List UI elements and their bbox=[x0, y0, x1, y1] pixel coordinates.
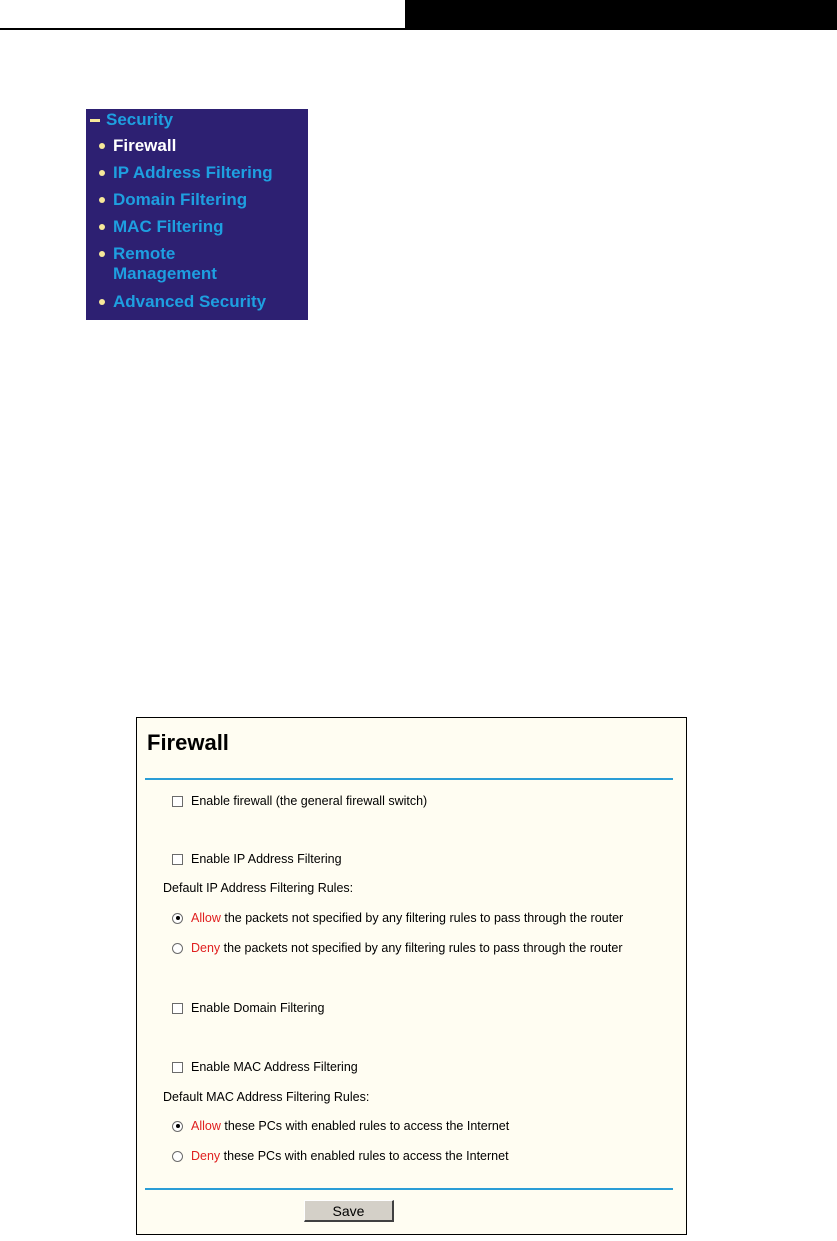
menu-item-remote-management[interactable] bbox=[99, 244, 217, 284]
mac-rules-label-text: Default MAC Address Filtering Rules: bbox=[163, 1090, 370, 1104]
enable-ip-filtering-checkbox[interactable] bbox=[172, 854, 183, 865]
security-menu bbox=[86, 109, 308, 320]
menu-item-advanced-security[interactable] bbox=[99, 292, 266, 312]
top-divider bbox=[145, 778, 673, 780]
enable-domain-filtering-label: Enable Domain Filtering bbox=[191, 1001, 325, 1015]
mac-allow-keyword: Allow bbox=[191, 1119, 221, 1133]
enable-firewall-row bbox=[172, 794, 427, 808]
header-bar bbox=[405, 0, 837, 28]
menu-item-ip-address-filtering[interactable] bbox=[99, 163, 273, 183]
bullet-icon bbox=[99, 143, 105, 149]
menu-item-domain-filtering[interactable] bbox=[99, 190, 247, 210]
enable-mac-filtering-label: Enable MAC Address Filtering bbox=[191, 1060, 358, 1074]
mac-deny-text: these PCs with enabled rules to access the Internet bbox=[220, 1149, 509, 1163]
enable-mac-filtering-row bbox=[172, 1060, 358, 1074]
menu-item-label: IP Address Filtering bbox=[113, 163, 273, 182]
ip-deny-row bbox=[172, 941, 623, 955]
ip-allow-keyword: Allow bbox=[191, 911, 221, 925]
menu-item-label: MAC Filtering bbox=[113, 217, 224, 236]
ip-allow-text: the packets not specified by any filtering rules to pass through the router bbox=[220, 911, 624, 925]
ip-rules-label-text: Default IP Address Filtering Rules: bbox=[163, 881, 354, 895]
bottom-divider bbox=[145, 1188, 673, 1190]
menu-item-label-line2: Management bbox=[113, 264, 217, 283]
menu-item-firewall[interactable] bbox=[99, 136, 176, 156]
bullet-icon bbox=[99, 170, 105, 176]
ip-allow-radio[interactable] bbox=[172, 913, 183, 924]
minus-icon bbox=[90, 119, 100, 122]
page-title: Firewall bbox=[147, 730, 229, 755]
menu-item-label: Domain Filtering bbox=[113, 190, 248, 209]
menu-item-label-line1: Remote bbox=[113, 244, 176, 263]
enable-ip-filtering-label: Enable IP Address Filtering bbox=[191, 852, 342, 866]
enable-mac-filtering-checkbox[interactable] bbox=[172, 1062, 183, 1073]
menu-header-security[interactable] bbox=[90, 110, 173, 130]
enable-firewall-checkbox[interactable] bbox=[172, 796, 183, 807]
ip-deny-radio[interactable] bbox=[172, 943, 183, 954]
mac-allow-row bbox=[172, 1119, 509, 1133]
enable-domain-filtering-row bbox=[172, 1001, 324, 1015]
mac-deny-radio[interactable] bbox=[172, 1151, 183, 1162]
ip-deny-text: the packets not specified by any filtering rules to pass through the router bbox=[220, 941, 623, 955]
ip-allow-row bbox=[172, 911, 623, 925]
enable-firewall-label: Enable firewall (the general firewall switch) bbox=[191, 794, 428, 808]
menu-item-label: Advanced Security bbox=[113, 292, 267, 311]
enable-ip-filtering-row bbox=[172, 852, 342, 866]
bullet-icon bbox=[99, 224, 105, 230]
save-button[interactable]: Save bbox=[304, 1200, 394, 1222]
mac-rules-label bbox=[163, 1090, 369, 1104]
mac-deny-keyword: Deny bbox=[191, 1149, 221, 1163]
menu-item-mac-filtering[interactable] bbox=[99, 217, 224, 237]
header-rule bbox=[0, 28, 837, 30]
mac-deny-row bbox=[172, 1149, 509, 1163]
ip-deny-keyword: Deny bbox=[191, 941, 221, 955]
firewall-panel bbox=[136, 717, 687, 1235]
bullet-icon bbox=[99, 299, 105, 305]
ip-rules-label bbox=[163, 881, 353, 895]
mac-allow-radio[interactable] bbox=[172, 1121, 183, 1132]
menu-header-label: Security bbox=[106, 110, 174, 129]
enable-domain-filtering-checkbox[interactable] bbox=[172, 1003, 183, 1014]
bullet-icon bbox=[99, 251, 105, 257]
bullet-icon bbox=[99, 197, 105, 203]
mac-allow-text: these PCs with enabled rules to access the Internet bbox=[220, 1119, 510, 1133]
menu-item-label: Firewall bbox=[113, 136, 177, 155]
